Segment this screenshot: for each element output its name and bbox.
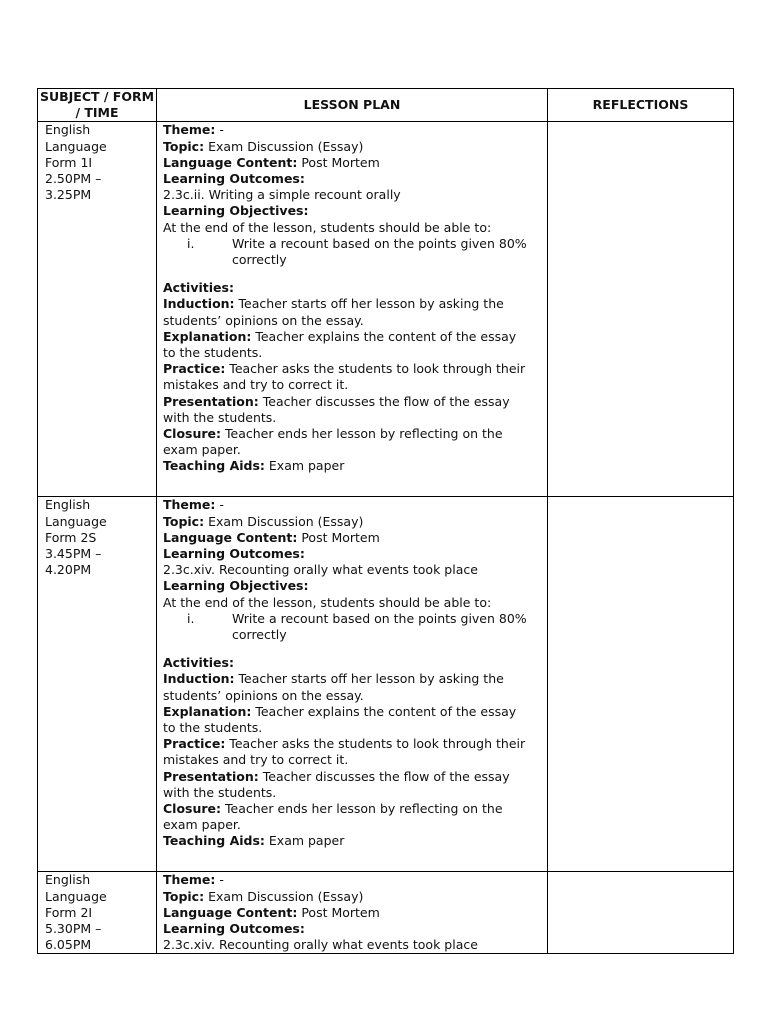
theme-line: Theme: - [163,122,224,138]
explanation-line-2: to the students. [163,345,263,361]
closure-line-2: exam paper. [163,817,241,833]
topic-line: Topic: Exam Discussion (Essay) [163,888,364,904]
time-end: 3.25PM [45,187,92,203]
header-subject: SUBJECT / FORM / TIME [38,89,157,122]
objective-number: i. [187,610,195,626]
theme-line: Theme: - [163,497,224,513]
closure-line-2: exam paper. [163,442,241,458]
practice-line: Practice: Teacher asks the students to look through their [163,361,526,377]
header-reflections: REFLECTIONS [548,89,734,122]
subject-cell [38,497,157,872]
activities-heading: Activities: [163,280,234,296]
lesson-plan-table [37,88,734,954]
presentation-line-2: with the students. [163,409,277,425]
objective-number: i. [187,235,195,251]
header-row [38,89,734,122]
learning-outcome: 2.3c.ii. Writing a simple recount orally [163,187,401,203]
form-label: Form 1I [45,154,93,170]
language-content-line: Language Content: Post Mortem [163,154,380,170]
form-label: Form 2I [45,904,93,920]
activities-heading: Activities: [163,655,234,671]
explanation-line: Explanation: Teacher explains the content of the essay [163,703,517,719]
presentation-line: Presentation: Teacher discusses the flow of the essay [163,393,510,409]
time-end: 6.05PM [45,937,92,953]
time-start: 5.30PM – [45,921,102,937]
theme-line: Theme: - [163,872,224,888]
presentation-line: Presentation: Teacher discusses the flow of the essay [163,768,510,784]
teaching-aids-line: Teaching Aids: Exam paper [163,458,345,474]
learning-objectives-heading: Learning Objectives: [163,578,309,594]
lesson-row [38,122,734,497]
lesson-plan-cell [157,122,548,497]
header-lesson-plan: LESSON PLAN [157,89,548,122]
time-end: 4.20PM [45,562,92,578]
lesson-plan-cell [157,872,548,954]
learning-outcomes-heading: Learning Outcomes: [163,921,305,937]
objectives-intro: At the end of the lesson, students should be able to: [163,219,492,235]
objective-text: Write a recount based on the points given 80% correctly [232,235,527,268]
objective-text: Write a recount based on the points given 80% correctly [232,610,527,643]
teaching-aids-line: Teaching Aids: Exam paper [163,833,345,849]
induction-line: Induction: Teacher starts off her lesson by asking the [163,671,504,687]
learning-objectives-heading: Learning Objectives: [163,203,309,219]
form-label: Form 2S [45,529,97,545]
topic-line: Topic: Exam Discussion (Essay) [163,138,364,154]
learning-outcomes-heading: Learning Outcomes: [163,546,305,562]
lesson-plan-cell [157,497,548,872]
subject-cell [38,872,157,954]
language-content-line: Language Content: Post Mortem [163,904,380,920]
language-content-line: Language Content: Post Mortem [163,529,380,545]
reflection-cell [548,872,734,954]
subject-cell [38,122,157,497]
explanation-line: Explanation: Teacher explains the content of the essay [163,328,517,344]
closure-line: Closure: Teacher ends her lesson by reflecting on the [163,426,503,442]
lesson-row [38,497,734,872]
induction-line-2: students’ opinions on the essay. [163,687,364,703]
practice-line-2: mistakes and try to correct it. [163,752,349,768]
learning-outcome: 2.3c.xiv. Recounting orally what events took place [163,562,478,578]
learning-outcomes-heading: Learning Outcomes: [163,171,305,187]
practice-line-2: mistakes and try to correct it. [163,377,349,393]
reflection-cell [548,497,734,872]
practice-line: Practice: Teacher asks the students to look through their [163,736,526,752]
learning-outcome: 2.3c.xiv. Recounting orally what events took place [163,937,478,953]
explanation-line-2: to the students. [163,720,263,736]
induction-line: Induction: Teacher starts off her lesson by asking the [163,296,504,312]
subject-line: Language [45,888,107,904]
subject-line: English [45,122,91,138]
objective-item [163,611,547,643]
subject-line: Language [45,138,107,154]
objective-item [163,236,547,268]
time-start: 2.50PM – [45,171,102,187]
subject-line: English [45,872,91,888]
closure-line: Closure: Teacher ends her lesson by reflecting on the [163,801,503,817]
lesson-row [38,872,734,954]
topic-line: Topic: Exam Discussion (Essay) [163,513,364,529]
presentation-line-2: with the students. [163,784,277,800]
subject-line: English [45,497,91,513]
time-start: 3.45PM – [45,546,102,562]
induction-line-2: students’ opinions on the essay. [163,312,364,328]
reflection-cell [548,122,734,497]
subject-line: Language [45,513,107,529]
objectives-intro: At the end of the lesson, students should be able to: [163,594,492,610]
